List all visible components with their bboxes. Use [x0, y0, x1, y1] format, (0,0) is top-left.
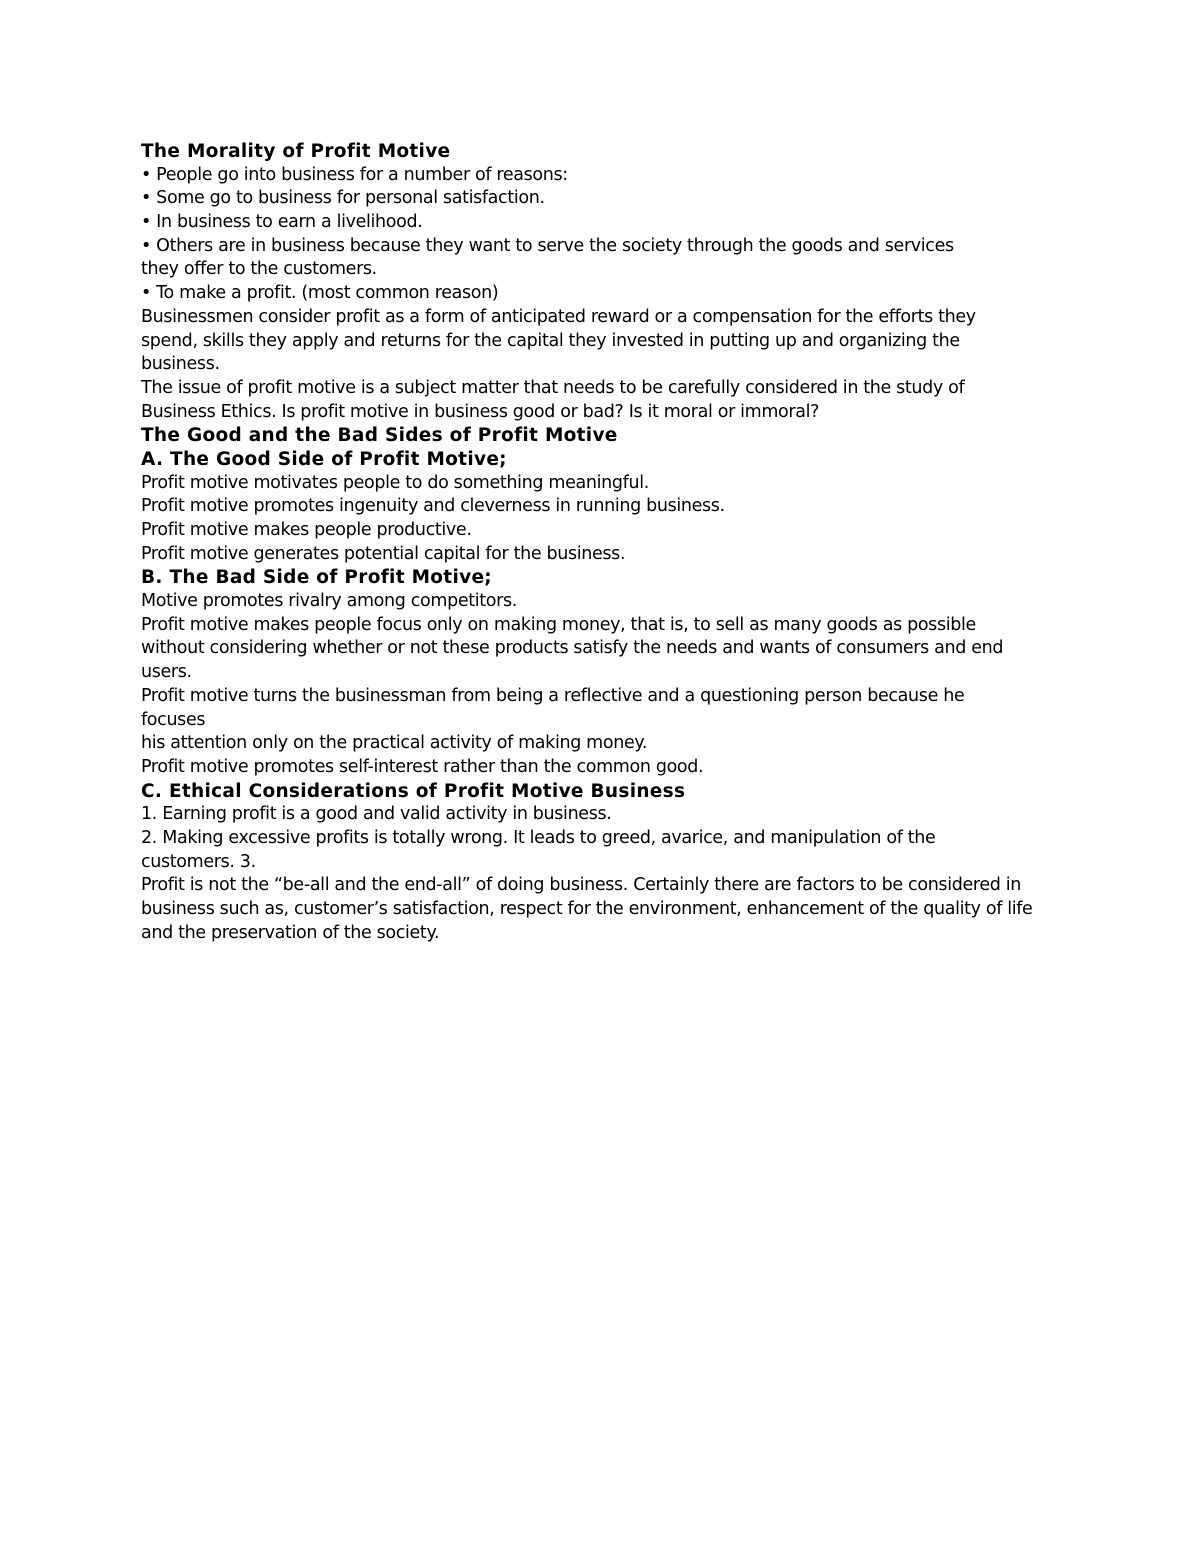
subsection-heading-ethical: C. Ethical Considerations of Profit Motive Business	[141, 780, 686, 802]
list-item: Profit motive generates potential capital for the business.	[141, 543, 626, 564]
section-heading: The Good and the Bad Sides of Profit Motive	[141, 425, 618, 447]
numbered-item: 1. Earning profit is a good and valid activity in business.	[141, 804, 612, 825]
paragraph-line: business.	[141, 354, 220, 375]
paragraph-line: business such as, customer’s satisfaction, respect for the environment, enhancement of the quality of life	[141, 899, 1033, 919]
paragraph-line: The issue of profit motive is a subject matter that needs to be carefully considered in the study of	[141, 377, 965, 398]
list-item-continuation: focuses	[141, 709, 206, 730]
bullet-item-continuation: they offer to the customers.	[141, 259, 377, 280]
list-item: Motive promotes rivalry among competitors.	[141, 591, 517, 612]
paragraph-line: spend, skills they apply and returns for the capital they invested in putting up and organizing the	[141, 330, 960, 351]
list-item-continuation: users.	[141, 662, 192, 683]
list-item-continuation: his attention only on the practical activity of making money.	[141, 733, 648, 754]
paragraph-line: and the preservation of the society.	[141, 922, 440, 943]
list-item: Profit motive makes people productive.	[141, 520, 472, 540]
bullet-item: • Others are in business because they want to serve the society through the goods and services	[141, 235, 954, 256]
list-item: Profit motive makes people focus only on making money, that is, to sell as many goods as possible	[141, 614, 976, 635]
bullet-item: • People go into business for a number of reasons:	[141, 164, 568, 185]
paragraph-line: Businessmen consider profit as a form of anticipated reward or a compensation for the efforts they	[141, 306, 976, 327]
bullet-item: • In business to earn a livelihood.	[141, 212, 423, 233]
bullet-item: • To make a profit. (most common reason)	[141, 283, 499, 304]
paragraph-line: Business Ethics. Is profit motive in business good or bad? Is it moral or immoral?	[141, 401, 820, 422]
numbered-item-continuation: customers. 3.	[141, 851, 256, 872]
numbered-item: 2. Making excessive profits is totally wrong. It leads to greed, avarice, and manipulation of the	[141, 827, 936, 848]
bullet-item: • Some go to business for personal satisfaction.	[141, 188, 545, 209]
subsection-heading-good-side: A. The Good Side of Profit Motive;	[141, 448, 507, 470]
paragraph-line: Profit is not the “be-all and the end-all” of doing business. Certainly there are factors to be considered in	[141, 875, 1021, 896]
list-item: Profit motive promotes self-interest rather than the common good.	[141, 756, 704, 777]
list-item-continuation: without considering whether or not these products satisfy the needs and wants of consumers and end	[141, 638, 1004, 659]
list-item: Profit motive promotes ingenuity and cleverness in running business.	[141, 496, 725, 517]
list-item: Profit motive turns the businessman from being a reflective and a questioning person because he	[141, 685, 965, 706]
list-item: Profit motive motivates people to do something meaningful.	[141, 472, 649, 493]
document-title: The Morality of Profit Motive	[141, 141, 451, 162]
document-page	[141, 140, 1071, 945]
subsection-heading-bad-side: B. The Bad Side of Profit Motive;	[141, 567, 492, 589]
